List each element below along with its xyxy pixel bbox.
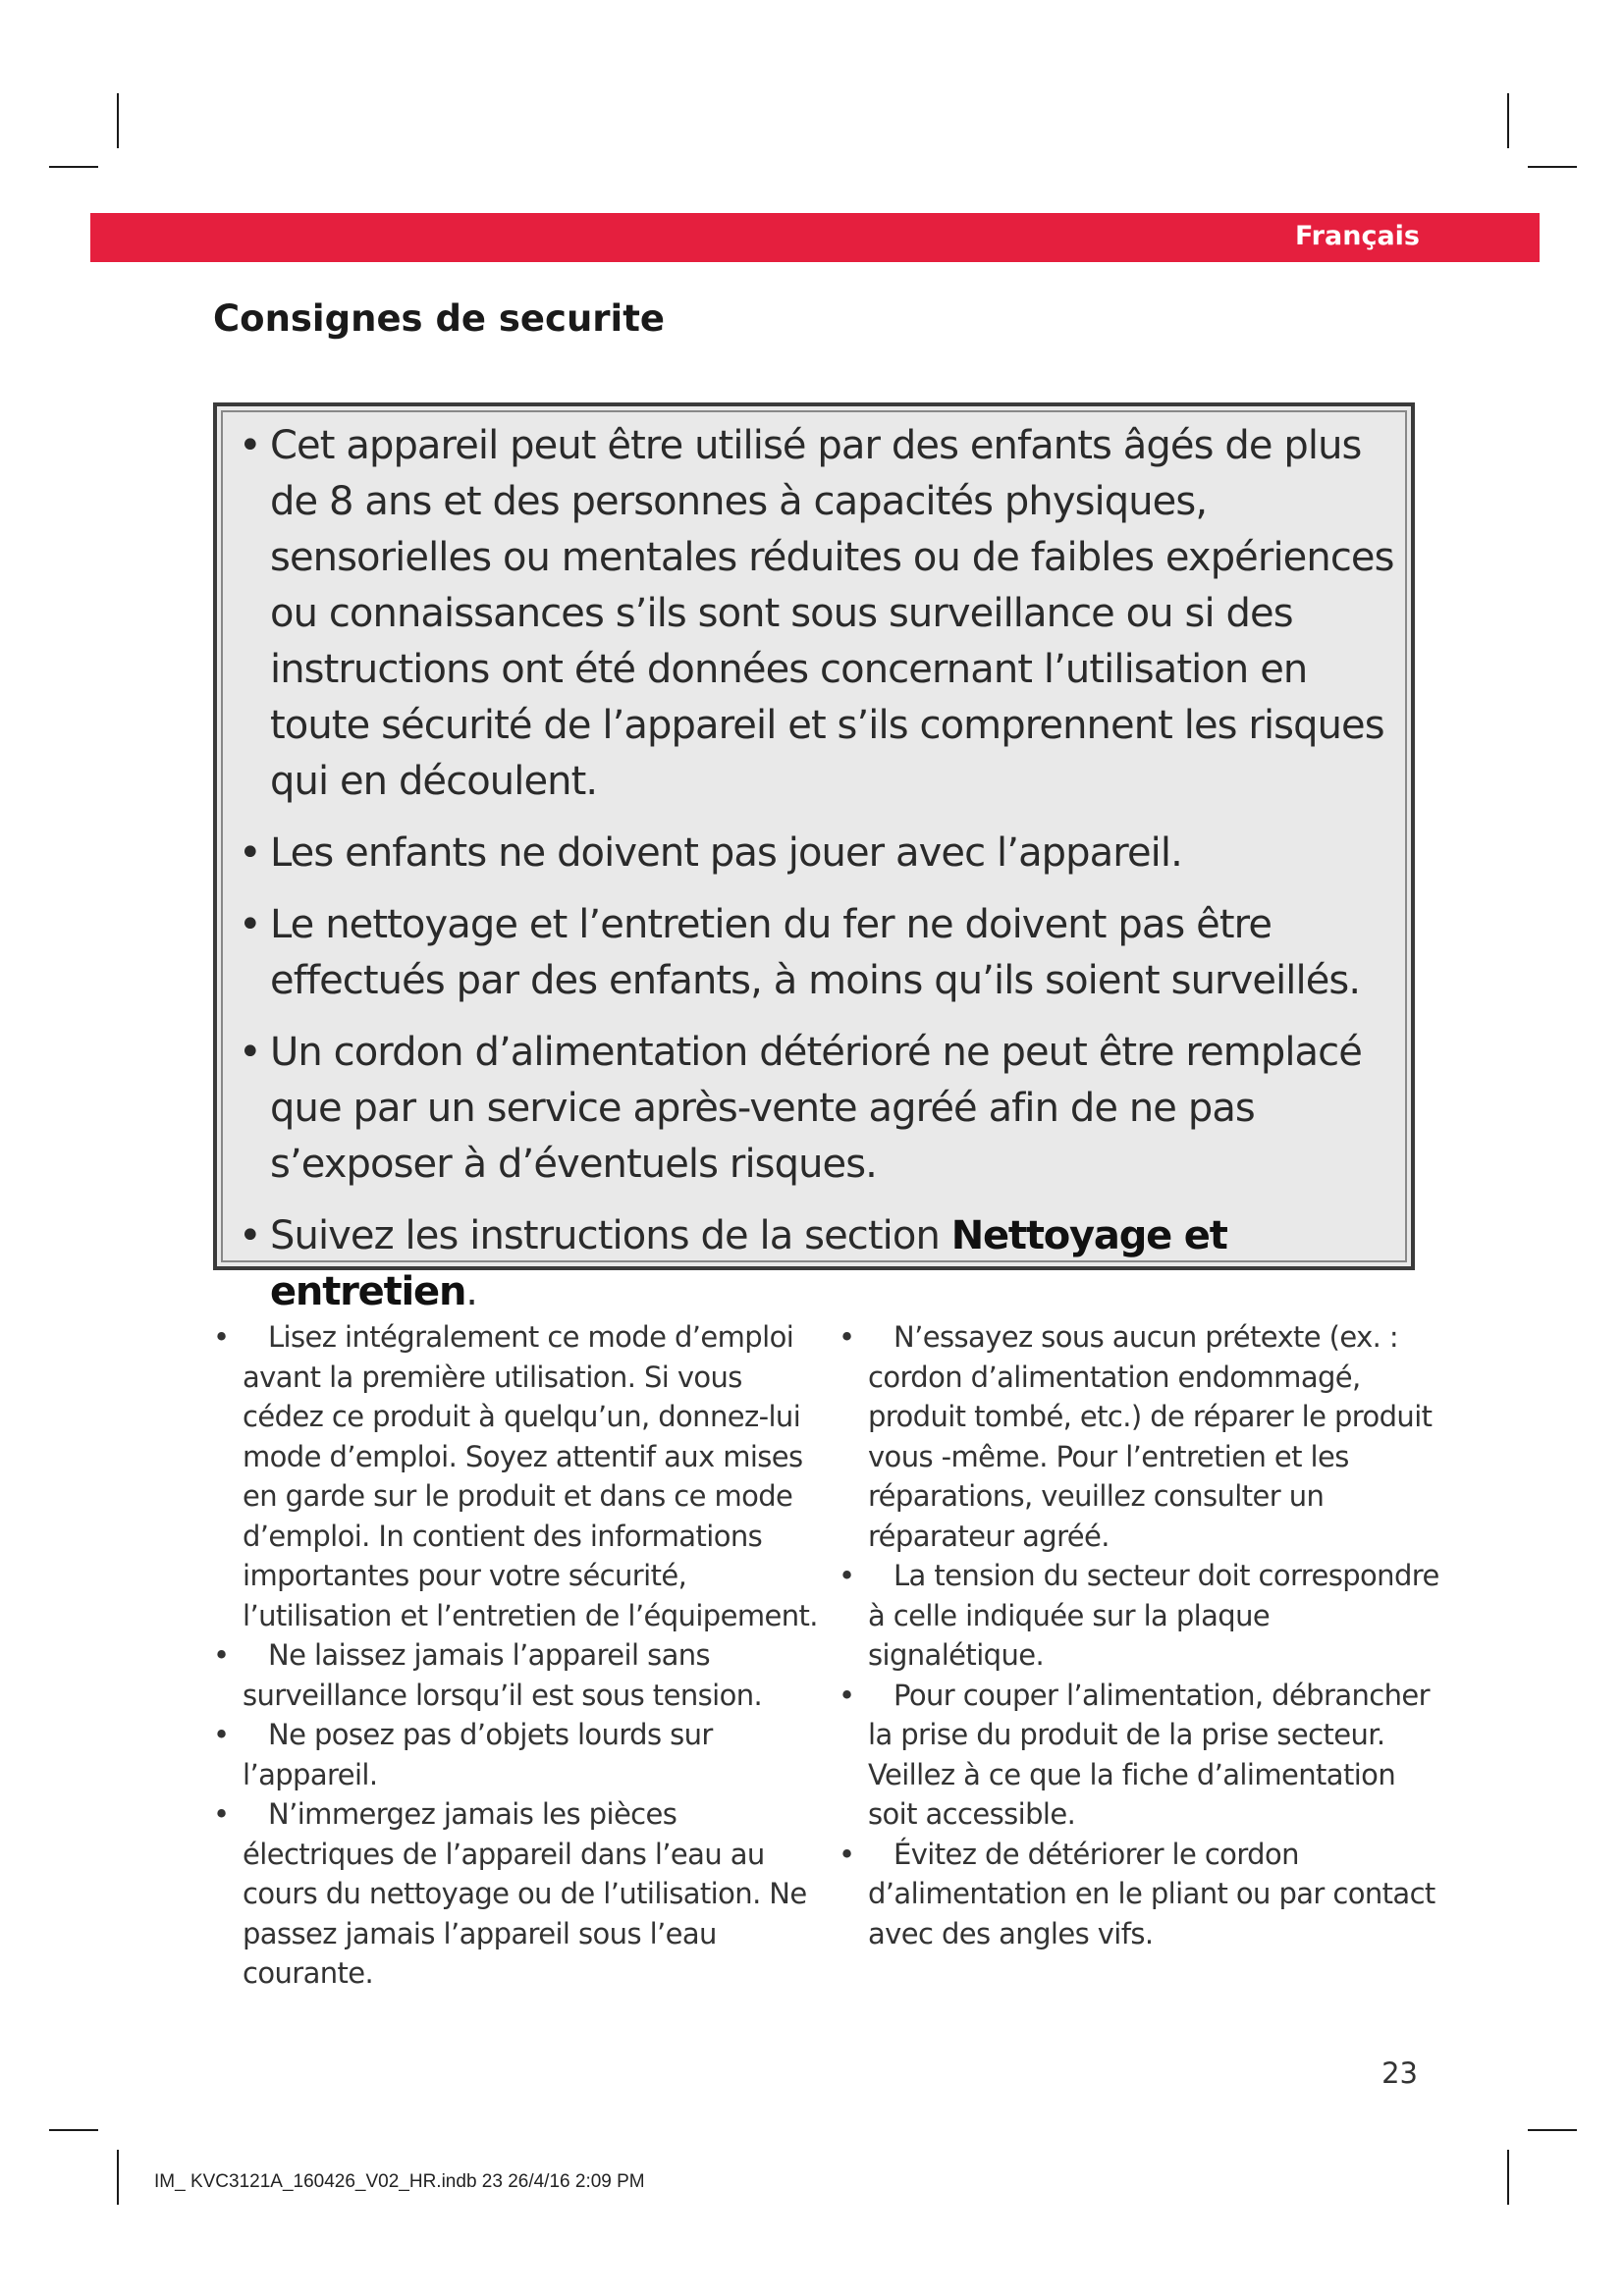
section-title: Consignes de securite bbox=[213, 297, 666, 340]
crop-mark-top-left-horizontal bbox=[49, 166, 98, 168]
list-item bbox=[839, 1556, 1442, 1676]
crop-mark-bottom-right-vertical bbox=[1507, 2150, 1509, 2205]
instructions-column-left bbox=[213, 1317, 822, 1994]
bullet-icon: • bbox=[213, 1320, 230, 1354]
crop-mark-bottom-left-horizontal bbox=[49, 2129, 98, 2131]
print-slug: IM_ KVC3121A_160426_V02_HR.indb 23 26/4/16 2:09 PM bbox=[154, 2171, 645, 2192]
warning-list bbox=[217, 406, 1411, 1320]
list-item-text: Évitez de détériorer le cordon d’alimentation en le pliant ou par contact avec des angles vifs. bbox=[868, 1837, 1435, 1950]
warning-text-prefix: Suivez les instructions de la section bbox=[270, 1213, 951, 1258]
warning-item bbox=[239, 826, 1395, 881]
safety-warning-box bbox=[213, 402, 1415, 1314]
bullet-icon: • bbox=[239, 423, 261, 468]
list-item-text: N’immergez jamais les pièces électriques de l’appareil dans l’eau au cours du nettoyage ou de l’utilisation. Ne passez jamais l’appareil sous l’eau courante. bbox=[243, 1797, 807, 1990]
list-item-text: Ne laissez jamais l’appareil sans surveillance lorsqu’il est sous tension. bbox=[243, 1638, 763, 1712]
list-item-text: N’essayez sous aucun prétexte (ex. : cordon d’alimentation endommagé, produit tombé, etc.) de réparer le produit vous -même. Pour l’entretien et les réparations, veuillez consulter un réparateur agréé. bbox=[868, 1320, 1433, 1553]
warning-text: Cet appareil peut être utilisé par des enfants âgés de plus de 8 ans et des personnes à capacités physiques, sensorielles ou mentales réduites ou de faibles expériences ou connaissances s’ils sont sous surveillance ou si des instructions ont été données concernant l’utilisation en toute sécurité de l’appareil et s’ils comprennent les risques qui en découlent. bbox=[270, 423, 1394, 804]
list-item bbox=[213, 1635, 822, 1715]
list-item bbox=[839, 1835, 1442, 1954]
list-item-text: Lisez intégralement ce mode d’emploi avant la première utilisation. Si vous cédez ce produit à quelqu’un, donnez-lui mode d’emploi. Soyez attentif aux mises en garde sur le produit et dans ce mode d’emploi. In contient des informations importantes pour votre sécurité, l’utilisation et l’entretien de l’équipement. bbox=[243, 1320, 818, 1632]
bullet-icon: • bbox=[239, 830, 261, 876]
page-number: 23 bbox=[1381, 2056, 1418, 2090]
warning-item bbox=[239, 897, 1395, 1009]
list-item-text: Ne posez pas d’objets lourds sur l’appareil. bbox=[243, 1718, 713, 1791]
crop-mark-bottom-right-horizontal bbox=[1528, 2129, 1577, 2131]
warning-text-suffix: . bbox=[465, 1269, 478, 1314]
warning-item bbox=[239, 1025, 1395, 1193]
list-item bbox=[213, 1715, 822, 1794]
bullet-icon: • bbox=[839, 1320, 855, 1354]
language-header-bar bbox=[90, 213, 1540, 262]
warning-text: Le nettoyage et l’entretien du fer ne doivent pas être effectués par des enfants, à moins qu’ils soient surveillés. bbox=[270, 902, 1361, 1003]
crop-mark-bottom-left-vertical bbox=[117, 2150, 119, 2205]
warning-item bbox=[239, 418, 1395, 810]
bullet-icon: • bbox=[213, 1797, 230, 1831]
language-label: Français bbox=[1294, 221, 1420, 251]
warning-text: Un cordon d’alimentation détérioré ne peut être remplacé que par un service après-vente agréé afin de ne pas s’exposer à d’éventuels risques. bbox=[270, 1030, 1362, 1187]
bullet-icon: • bbox=[213, 1638, 230, 1672]
bullet-icon: • bbox=[239, 902, 261, 947]
bullet-icon: • bbox=[839, 1678, 855, 1712]
instructions-column-right bbox=[839, 1317, 1442, 1953]
crop-mark-top-right-vertical bbox=[1507, 93, 1509, 148]
section-reference: Nettoyage et entretien bbox=[270, 1213, 1227, 1314]
list-item bbox=[213, 1317, 822, 1635]
bullet-icon: • bbox=[839, 1837, 855, 1871]
bullet-icon: • bbox=[839, 1559, 855, 1592]
list-item bbox=[213, 1794, 822, 1994]
crop-mark-top-right-horizontal bbox=[1528, 166, 1577, 168]
list-item bbox=[839, 1676, 1442, 1835]
list-item-text: Pour couper l’alimentation, débrancher la prise du produit de la prise secteur. Veillez à ce que la fiche d’alimentation soit accessible. bbox=[868, 1678, 1430, 1831]
crop-mark-top-left-vertical bbox=[117, 93, 119, 148]
list-item-text: La tension du secteur doit correspondre à celle indiquée sur la plaque signalétique. bbox=[868, 1559, 1439, 1672]
warning-text: Les enfants ne doivent pas jouer avec l’appareil. bbox=[270, 830, 1182, 876]
bullet-icon: • bbox=[239, 1213, 261, 1258]
list-item bbox=[839, 1317, 1442, 1556]
warning-item bbox=[239, 1208, 1395, 1320]
bullet-icon: • bbox=[213, 1718, 230, 1751]
bullet-icon: • bbox=[239, 1030, 261, 1075]
